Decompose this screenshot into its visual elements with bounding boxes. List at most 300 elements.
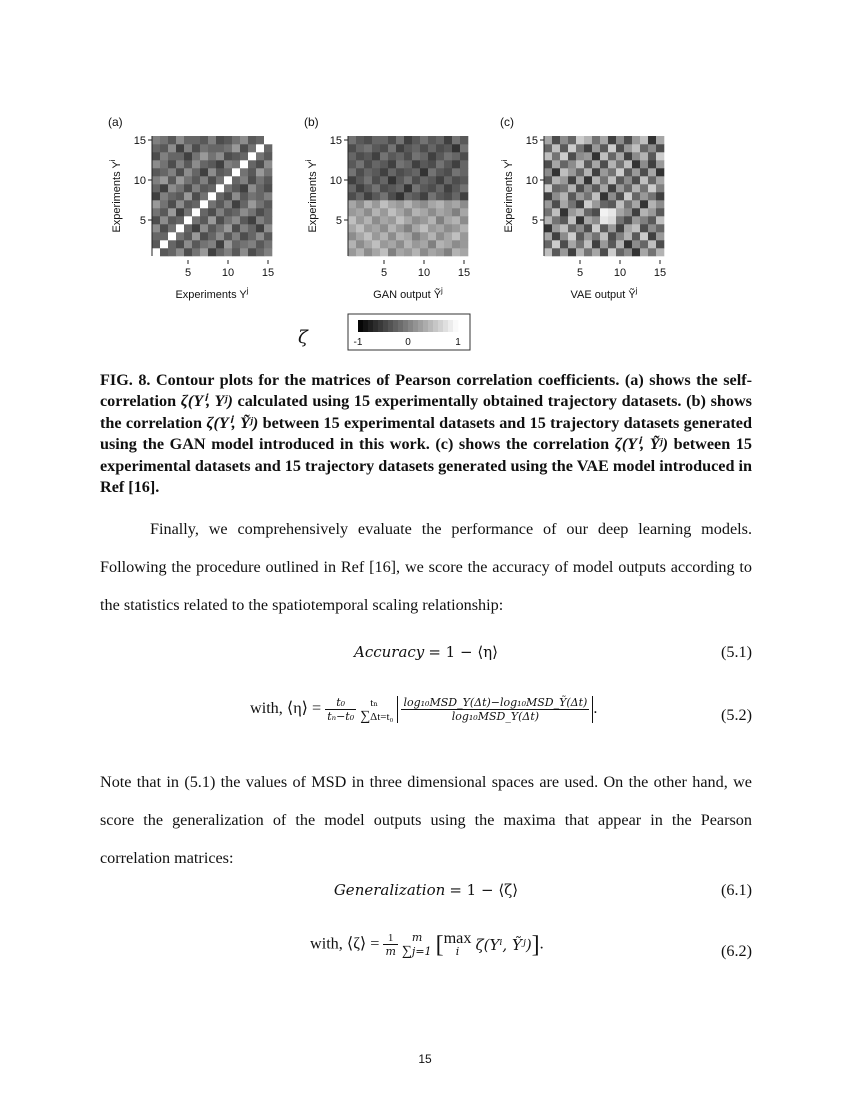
heatmap-cell	[176, 200, 184, 208]
heatmap-cell	[608, 216, 616, 224]
heatmap-cell	[544, 152, 552, 160]
heatmap-cell	[224, 168, 232, 176]
heatmap-cell	[388, 232, 396, 240]
heatmap-cell	[444, 160, 452, 168]
heatmap-cell	[388, 208, 396, 216]
heatmap-cell	[364, 136, 372, 144]
heatmap-cell	[444, 168, 452, 176]
heatmap-cell	[560, 176, 568, 184]
eq-5-2-sum-lower: Δt=t₀	[370, 710, 394, 723]
heatmap-cell	[356, 232, 364, 240]
heatmap-cell	[372, 144, 380, 152]
heatmap-cell	[184, 224, 192, 232]
heatmap-cell	[224, 248, 232, 256]
heatmap-cell	[356, 208, 364, 216]
heatmap-cell	[452, 240, 460, 248]
heatmap-cell	[192, 184, 200, 192]
heatmap-cell	[428, 136, 436, 144]
heatmap-cell	[592, 248, 600, 256]
heatmap-cell	[372, 168, 380, 176]
heatmap-cell	[256, 176, 264, 184]
heatmap-cell	[348, 184, 356, 192]
heatmap-cell	[208, 240, 216, 248]
panel-label: (a)	[108, 115, 123, 129]
eq-5-2-absolute	[397, 696, 593, 723]
heatmap-cell	[632, 136, 640, 144]
heatmap-cell	[576, 192, 584, 200]
heatmap-cell	[176, 184, 184, 192]
heatmap-cell	[648, 248, 656, 256]
heatmap-cell	[616, 200, 624, 208]
heatmap-cell	[412, 136, 420, 144]
heatmap-cell	[544, 200, 552, 208]
heatmap-cell	[412, 168, 420, 176]
heatmap-cell	[600, 200, 608, 208]
heatmap-cell	[264, 144, 272, 152]
heatmap-cell	[460, 216, 468, 224]
eq-5-1-number: (5.1)	[720, 643, 752, 661]
heatmap-cell	[168, 192, 176, 200]
heatmap-cell	[264, 248, 272, 256]
heatmap-cell	[224, 176, 232, 184]
heatmap-cell	[348, 152, 356, 160]
heatmap-cell	[420, 136, 428, 144]
heatmap-cell	[396, 184, 404, 192]
heatmap-cell	[576, 240, 584, 248]
heatmap-cell	[544, 184, 552, 192]
figure-8	[100, 110, 700, 360]
heatmap-cell	[372, 248, 380, 256]
heatmap-cell	[460, 232, 468, 240]
heatmap-cell	[592, 184, 600, 192]
heatmap-cell	[616, 232, 624, 240]
eq-5-2-number: (5.2)	[720, 706, 752, 724]
heatmap-cell	[544, 136, 552, 144]
heatmap-cell	[168, 184, 176, 192]
y-tick-label: 10	[525, 175, 538, 187]
heatmap-cell	[560, 144, 568, 152]
x-tick-label: 15	[653, 267, 667, 279]
heatmap-cell	[428, 224, 436, 232]
heatmap-cell	[232, 136, 240, 144]
eq-5-2-fraction	[325, 696, 356, 723]
heatmap-cell	[348, 240, 356, 248]
heatmap-cell	[616, 144, 624, 152]
heatmap-cell	[560, 240, 568, 248]
heatmap-cell	[608, 144, 616, 152]
heatmap-cell	[248, 168, 256, 176]
heatmap-cell	[460, 248, 468, 256]
heatmap-cell	[232, 168, 240, 176]
heatmap-cell	[436, 216, 444, 224]
heatmap-cell	[168, 200, 176, 208]
heatmap-cell	[356, 152, 364, 160]
heatmap-cell	[184, 168, 192, 176]
heatmap-cell	[640, 136, 648, 144]
heatmap-cell	[232, 200, 240, 208]
heatmap-cell	[444, 200, 452, 208]
heatmap-cell	[232, 224, 240, 232]
heatmap-cell	[208, 184, 216, 192]
heatmap-cell	[192, 144, 200, 152]
heatmap-cell	[428, 144, 436, 152]
heatmap-cell	[640, 240, 648, 248]
figure-8-svg	[100, 110, 700, 360]
heatmap-cell	[224, 144, 232, 152]
heatmap-cell	[176, 232, 184, 240]
heatmap-cell	[396, 176, 404, 184]
heatmap-cell	[184, 208, 192, 216]
caption-text-3: between 15 experimental datasets and 15 trajectory datasets generated using the GAN model introduced in this work. (c) shows the correlation	[100, 413, 752, 454]
heatmap-cell	[568, 168, 576, 176]
heatmap-cell	[372, 200, 380, 208]
heatmap-cell	[568, 248, 576, 256]
eq-6-2-sum-upper: m	[411, 931, 423, 944]
heatmap-cell	[160, 224, 168, 232]
heatmap-cell	[600, 192, 608, 200]
heatmap-cell	[364, 200, 372, 208]
eq-6-2-prefix: with, ⟨ζ⟩ =	[310, 934, 380, 953]
heatmap-cell	[160, 208, 168, 216]
heatmap-cell	[632, 176, 640, 184]
heatmap-cell	[460, 168, 468, 176]
heatmap-cell	[568, 160, 576, 168]
heatmap-cell	[152, 136, 160, 144]
colorbar-swatch	[368, 320, 373, 332]
heatmap-cell	[624, 192, 632, 200]
colorbar-swatch	[443, 320, 448, 332]
heatmap-cell	[160, 232, 168, 240]
heatmap-cell	[152, 248, 160, 256]
eq-6-2-sum-lower: j=1	[411, 945, 432, 958]
heatmap-cell	[184, 160, 192, 168]
heatmap-cell	[616, 136, 624, 144]
heatmap-cell	[544, 192, 552, 200]
heatmap-cell	[584, 232, 592, 240]
colorbar-swatch	[408, 320, 413, 332]
heatmap-cell	[372, 136, 380, 144]
heatmap-cell	[200, 160, 208, 168]
heatmap-cell	[444, 192, 452, 200]
heatmap-cell	[576, 208, 584, 216]
heatmap-cell	[200, 240, 208, 248]
heatmap-cell	[404, 168, 412, 176]
heatmap-cell	[436, 176, 444, 184]
heatmap-cell	[656, 192, 664, 200]
heatmap-cell	[248, 224, 256, 232]
heatmap-cell	[264, 136, 272, 144]
heatmap-cell	[388, 176, 396, 184]
heatmap-cell	[592, 200, 600, 208]
heatmap-cell	[444, 152, 452, 160]
heatmap-cell	[624, 240, 632, 248]
heatmap-cell	[452, 248, 460, 256]
heatmap-cell	[632, 200, 640, 208]
heatmap-cell	[372, 208, 380, 216]
heatmap-cell	[624, 232, 632, 240]
heatmap-cell	[584, 224, 592, 232]
heatmap-cell	[256, 208, 264, 216]
heatmap-cell	[632, 208, 640, 216]
heatmap-cell	[396, 144, 404, 152]
y-tick-label: 5	[531, 215, 538, 227]
heatmap-cell	[428, 192, 436, 200]
heatmap-cell	[592, 192, 600, 200]
heatmap-cell	[152, 144, 160, 152]
heatmap-cell	[452, 184, 460, 192]
heatmap-cell	[248, 160, 256, 168]
heatmap-cell	[176, 240, 184, 248]
heatmap-cell	[640, 200, 648, 208]
heatmap-cell	[380, 208, 388, 216]
heatmap-cell	[648, 144, 656, 152]
heatmap-cell	[616, 184, 624, 192]
eq-5-2-frac-den: tₙ−t₀	[327, 710, 355, 723]
heatmap-cell	[616, 248, 624, 256]
heatmap-cell	[356, 216, 364, 224]
heatmap-cell	[224, 216, 232, 224]
heatmap-cell	[208, 200, 216, 208]
heatmap-cell	[264, 216, 272, 224]
heatmap-cell	[452, 224, 460, 232]
heatmap-cell	[648, 184, 656, 192]
heatmap-cell	[428, 168, 436, 176]
heatmap-cell	[248, 184, 256, 192]
heatmap-cell	[168, 240, 176, 248]
heatmap-cell	[460, 240, 468, 248]
heatmap-cell	[216, 168, 224, 176]
heatmap-cell	[560, 184, 568, 192]
heatmap-cell	[388, 192, 396, 200]
heatmap-cell	[232, 240, 240, 248]
heatmap-cell	[404, 224, 412, 232]
heatmap-cell	[192, 176, 200, 184]
heatmap-cell	[264, 224, 272, 232]
heatmap-cell	[256, 192, 264, 200]
heatmap-cell	[380, 224, 388, 232]
heatmap-cell	[356, 240, 364, 248]
heatmap-cell	[380, 136, 388, 144]
heatmap-cell	[160, 168, 168, 176]
x-axis-label: VAE output Ỹ$^j$	[570, 286, 638, 301]
heatmap-cell	[372, 240, 380, 248]
heatmap-cell	[404, 192, 412, 200]
heatmap-cell	[248, 152, 256, 160]
heatmap-cell	[576, 168, 584, 176]
heatmap-cell	[192, 136, 200, 144]
heatmap-cell	[396, 160, 404, 168]
heatmap-cell	[576, 232, 584, 240]
heatmap-cell	[608, 208, 616, 216]
heatmap-cell	[640, 216, 648, 224]
heatmap-cell	[388, 248, 396, 256]
heatmap-cell	[404, 200, 412, 208]
heatmap-cell	[656, 168, 664, 176]
heatmap-cell	[584, 184, 592, 192]
heatmap-cell	[264, 200, 272, 208]
heatmap-cell	[348, 192, 356, 200]
heatmap-cell	[412, 200, 420, 208]
y-tick-label: 10	[133, 175, 146, 187]
heatmap-cell	[600, 152, 608, 160]
heatmap-cell	[420, 192, 428, 200]
heatmap-cell	[348, 176, 356, 184]
heatmap-cell	[552, 136, 560, 144]
heatmap-cell	[356, 160, 364, 168]
heatmap-cell	[452, 216, 460, 224]
heatmap-cell	[420, 144, 428, 152]
heatmap-cell	[396, 216, 404, 224]
heatmap-cell	[224, 208, 232, 216]
eq-6-2-max-sub: i	[455, 945, 460, 958]
heatmap-cell	[224, 152, 232, 160]
heatmap-cell	[224, 192, 232, 200]
heatmap-cell	[412, 152, 420, 160]
y-tick-label: 15	[133, 135, 146, 147]
heatmap-cell	[600, 176, 608, 184]
colorbar-swatch	[418, 320, 423, 332]
heatmap-cell	[560, 216, 568, 224]
heatmap-cell	[632, 192, 640, 200]
heatmap-cell	[356, 176, 364, 184]
heatmap-cell	[208, 160, 216, 168]
heatmap-cell	[168, 168, 176, 176]
heatmap-cell	[656, 200, 664, 208]
heatmap-cell	[264, 168, 272, 176]
heatmap-cell	[248, 144, 256, 152]
heatmap-cell	[192, 160, 200, 168]
heatmap-cell	[208, 144, 216, 152]
heatmap-cell	[264, 192, 272, 200]
heatmap-cell	[380, 184, 388, 192]
heatmap-cell	[632, 144, 640, 152]
heatmap-cell	[380, 192, 388, 200]
heatmap-cell	[412, 160, 420, 168]
heatmap-cell	[232, 184, 240, 192]
heatmap-cell	[656, 240, 664, 248]
heatmap-cell	[388, 216, 396, 224]
heatmap-cell	[452, 160, 460, 168]
heatmap-cell	[640, 208, 648, 216]
heatmap-cell	[364, 224, 372, 232]
heatmap-cell	[568, 176, 576, 184]
y-tick-label: 10	[329, 175, 342, 187]
heatmap-cell	[256, 136, 264, 144]
heatmap-cell	[240, 168, 248, 176]
colorbar-swatch	[363, 320, 368, 332]
colorbar-swatch	[438, 320, 443, 332]
y-tick-label: 5	[335, 215, 342, 227]
heatmap-cell	[600, 248, 608, 256]
heatmap-cell	[364, 144, 372, 152]
colorbar-swatch	[398, 320, 403, 332]
heatmap-cell	[640, 152, 648, 160]
heatmap-cell	[200, 152, 208, 160]
heatmap-cell	[232, 160, 240, 168]
y-axis-label: Experiments $Y^i$	[304, 159, 319, 233]
heatmap-cell	[656, 184, 664, 192]
heatmap-cell	[200, 176, 208, 184]
x-tick-label: 5	[380, 267, 388, 279]
heatmap-cell	[420, 176, 428, 184]
heatmap-cell	[420, 224, 428, 232]
heatmap-cell	[380, 176, 388, 184]
heatmap-cell	[152, 152, 160, 160]
heatmap-cell	[600, 184, 608, 192]
heatmap-cell	[240, 144, 248, 152]
heatmap-cell	[176, 136, 184, 144]
heatmap-cell	[624, 136, 632, 144]
heatmap-cell	[632, 232, 640, 240]
heatmap-cell	[584, 248, 592, 256]
heatmap-cell	[576, 160, 584, 168]
heatmap-cell	[436, 192, 444, 200]
caption-symbol-3: ζ(Yⁱ, Ỹʲ)	[614, 435, 669, 454]
heatmap-cell	[184, 136, 192, 144]
eq-5-2-frac-num: t₀	[325, 696, 356, 710]
heatmap-cell	[240, 160, 248, 168]
heatmap-cell	[632, 224, 640, 232]
panel-label: (b)	[304, 115, 319, 129]
heatmap-cell	[444, 248, 452, 256]
heatmap-cell	[216, 216, 224, 224]
heatmap-cell	[632, 152, 640, 160]
heatmap-cell	[640, 248, 648, 256]
heatmap-cell	[452, 152, 460, 160]
heatmap-cell	[248, 136, 256, 144]
heatmap-cell	[396, 248, 404, 256]
colorbar-swatch	[403, 320, 408, 332]
heatmap-cell	[412, 232, 420, 240]
heatmap-cell	[168, 152, 176, 160]
heatmap-cell	[608, 248, 616, 256]
eq-5-2-suffix: .	[593, 699, 598, 718]
heatmap-cell	[592, 136, 600, 144]
eq-6-1-number: (6.1)	[720, 881, 752, 899]
heatmap-cell	[388, 224, 396, 232]
heatmap-cell	[444, 136, 452, 144]
heatmap-cell	[356, 248, 364, 256]
heatmap-cell	[436, 232, 444, 240]
heatmap-cell	[656, 152, 664, 160]
heatmap-cell	[152, 240, 160, 248]
caption-symbol-2: ζ(Yⁱ, Ỹʲ)	[206, 413, 259, 432]
heatmap-cell	[348, 216, 356, 224]
heatmap-cell	[388, 240, 396, 248]
heatmap-cell	[404, 248, 412, 256]
heatmap-cell	[176, 216, 184, 224]
heatmap-cell	[576, 216, 584, 224]
heatmap-cell	[380, 152, 388, 160]
heatmap-cell	[568, 184, 576, 192]
heatmap-cell	[176, 224, 184, 232]
heatmap-cell	[192, 152, 200, 160]
heatmap-cell	[436, 248, 444, 256]
heatmap-cell	[460, 184, 468, 192]
heatmap-cell	[648, 176, 656, 184]
heatmap-cell	[552, 240, 560, 248]
y-axis-label: Experiments $Y^i$	[108, 159, 123, 233]
heatmap-cell	[160, 200, 168, 208]
heatmap-cell	[428, 248, 436, 256]
heatmap-cell	[380, 200, 388, 208]
heatmap-cell	[648, 224, 656, 232]
heatmap-cell	[256, 248, 264, 256]
y-axis-label: Experiments $Y^i$	[500, 159, 515, 233]
heatmap-cell	[576, 248, 584, 256]
heatmap-cell	[584, 192, 592, 200]
heatmap-cell	[632, 240, 640, 248]
